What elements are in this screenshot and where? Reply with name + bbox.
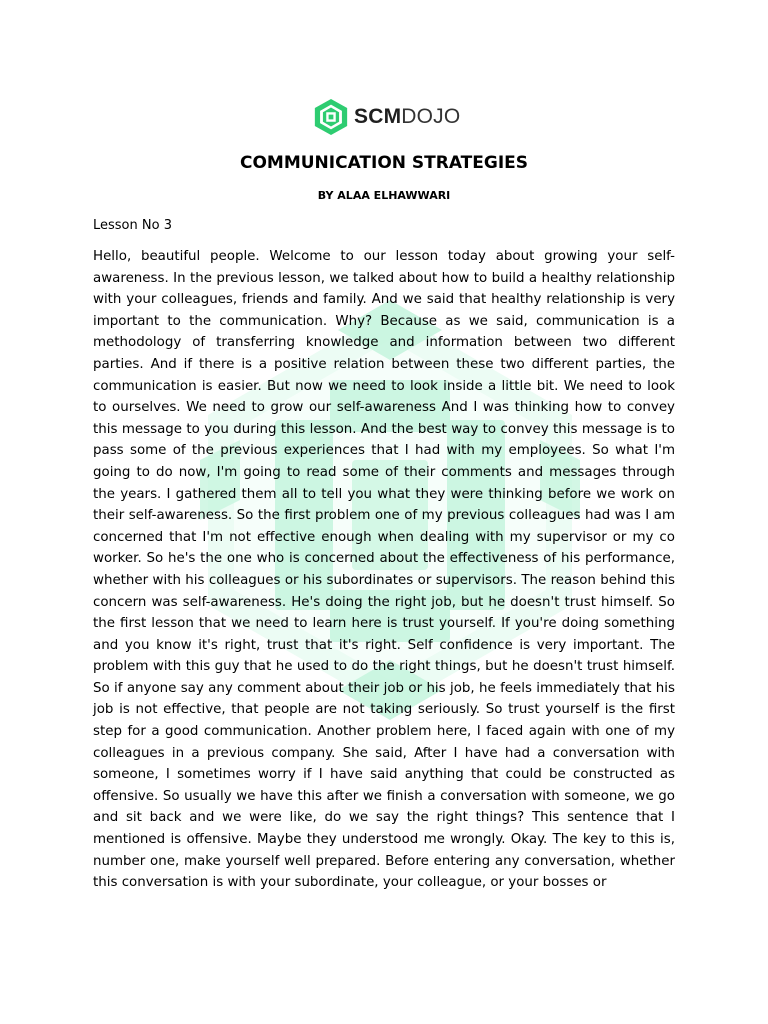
body-paragraph: Hello, beautiful people. Welcome to our lesson today about growing your self-awareness. In the previous lesson, we talked about how to build a healthy relationship with your colleagues, friends and family. And we said that healthy relationship is very important to the communication. Why? Because as we said, communication is a methodology of transferring knowledge and information between two different parties. And if there is a positive relation between these two different parties, the communication is easier. But now we need to look inside a little bit. We need to look to ourselves. We need to grow our self-awareness And I was thinking how to convey this message to you during this lesson. And the best way to convey this message is to pass some of the previous experiences that I had with my employees. So what I'm going to do now, I'm going to read some of their comments and messages through the years. I gathered them all to tell you what they were thinking before we work on their self-awareness. So the first problem one of my previous colleagues had was I am concerned that I'm not effective enough when dealing with my supervisor or my co worker. So he's the one who is concerned about the effectiveness of his performance, whether with his colleagues or his subordinates or supervisors. The reason behind this concern was self-awareness. He's doing the right job, but he doesn't trust himself. So the first lesson that we need to learn here is trust yourself. If you're doing something and you know it's right, trust that it's right. Self confidence is very important. The problem with this guy that he used to do the right things, but he doesn't trust himself. So if anyone say any comment about their job or his job, he feels immediately that his job is not effective, that people are not taking seriously. So trust yourself is the first step for a good communication. Another problem here, I faced again with one of my colleagues in a previous company. She said, After I have had a conversation with someone, I sometimes worry if I have said anything that could be constructed as offensive. So usually we have this after we finish a conversation with someone, we go and sit back and we were like, do we say the right things? This sentence that I mentioned is offensive. Maybe they understood me wrongly. Okay. The key to this is, number one, make yourself well prepared. Before entering any conversation, whether this conversation is with your subordinate, your colleague, or your bosses or [93,249,675,891]
brand-wordmark-light: DOJO [401,105,461,128]
brand-wordmark [354,105,460,129]
brand-logo [312,96,460,138]
lesson-number: Lesson No 3 [93,218,172,233]
scmdojo-hexagon-logo-icon [312,98,350,136]
brand-wordmark-bold: SCM [354,105,402,128]
document-title: COMMUNICATION STRATEGIES [239,153,529,173]
author-byline: BY ALAA ELHAWWARI [317,189,451,202]
